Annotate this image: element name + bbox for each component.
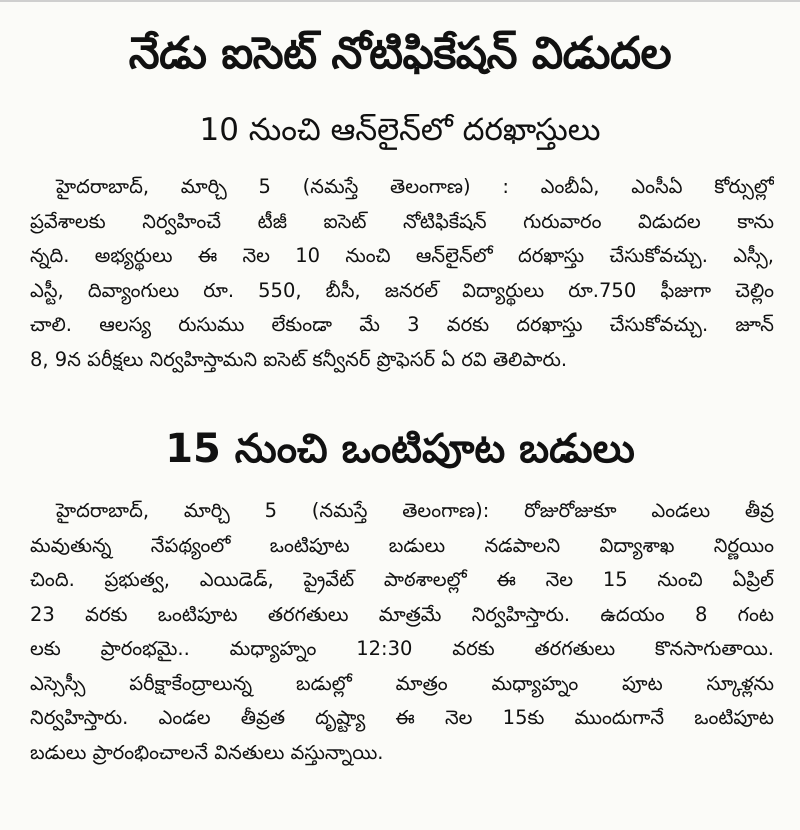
story1-line-5: చాలి. ఆలస్య రుసుము లేకుండా మే 3 వరకు దరఖాస్తు చేసుకోవచ్చు. జూన్ bbox=[30, 313, 774, 336]
story1-line-4: ఎస్టీ, దివ్యాంగులు రూ. 550, బీసీ, జనరల్ విద్యార్థులు రూ.750 ఫీజుగా చెల్లిం bbox=[30, 278, 774, 302]
story1-line-1: హైదరాబాద్, మార్చి 5 (నమస్తే తెలంగాణ) : ఎంబీఏ, ఎంసీఏ కోర్సుల్లో bbox=[56, 175, 774, 198]
story2-line-1: హైదరాబాద్, మార్చి 5 (నమస్తే తెలంగాణ): రోజురోజుకూ ఎండలు తీవ్ర bbox=[56, 499, 774, 522]
story2-line-2: మవుతున్న నేపథ్యంలో ఒంటిపూట బడులు నడపాలని విద్యాశాఖ నిర్ణయిం bbox=[30, 533, 774, 557]
story1-line-6: 8, 9న పరీక్షలు నిర్వహిస్తామని ఐసెట్ కన్వీనర్ ప్రొఫెసర్ ఏ రవి తెలిపారు. bbox=[30, 347, 568, 371]
story1-body bbox=[30, 170, 774, 377]
story2-line-7: నిర్వహిస్తారు. ఎండల తీవ్రత దృష్ట్యా ఈ నెల 15కు ముందుగానే ఒంటిపూట bbox=[30, 706, 774, 729]
story2-line-3: చింది. ప్రభుత్వ, ఎయిడెడ్, ప్రైవేట్ పాఠశాలల్లో ఈ నెల 15 నుంచి ఏప్రిల్ bbox=[30, 568, 774, 591]
top-rule bbox=[0, 0, 800, 2]
story2-headline: 15 నుంచి ఒంటిపూట బడులు bbox=[165, 426, 635, 472]
story2-line-4: 23 వరకు ఒంటిపూట తరగతులు మాత్రమే నిర్వహిస్తారు. ఉదయం 8 గంట bbox=[30, 602, 774, 626]
story1-subheadline: 10 నుంచి ఆన్‌లైన్‌లో దరఖాస్తులు bbox=[199, 112, 601, 148]
story1-line-2: ప్రవేశాలకు నిర్వహించే టీజీ ఐసెట్ నోటిఫికేషన్ గురువారం విడుదల కాను bbox=[30, 209, 774, 233]
story2-line-6: ఎస్సెస్సీ పరీక్షాకేంద్రాలున్న బడుల్లో మాత్రం మధ్యాహ్నం పూట స్కూళ్లను bbox=[30, 671, 774, 695]
story1-headline: నేడు ఐసెట్ నోటిఫికేషన్ విడుదల bbox=[128, 28, 672, 79]
story1-line-3: న్నది. అభ్యర్థులు ఈ నెల 10 నుంచి ఆన్‌లైన్‌లో దరఖాస్తు చేసుకోవచ్చు. ఎస్సీ, bbox=[30, 244, 774, 267]
story2-line-8: బడులు ప్రారంభించాలనే వినతులు వస్తున్నాయి. bbox=[30, 740, 384, 764]
story2-line-5: లకు ప్రారంభమై.. మధ్యాహ్నం 12:30 వరకు తరగతులు కొనసాగుతాయి. bbox=[30, 637, 774, 660]
story2-body bbox=[30, 494, 774, 770]
